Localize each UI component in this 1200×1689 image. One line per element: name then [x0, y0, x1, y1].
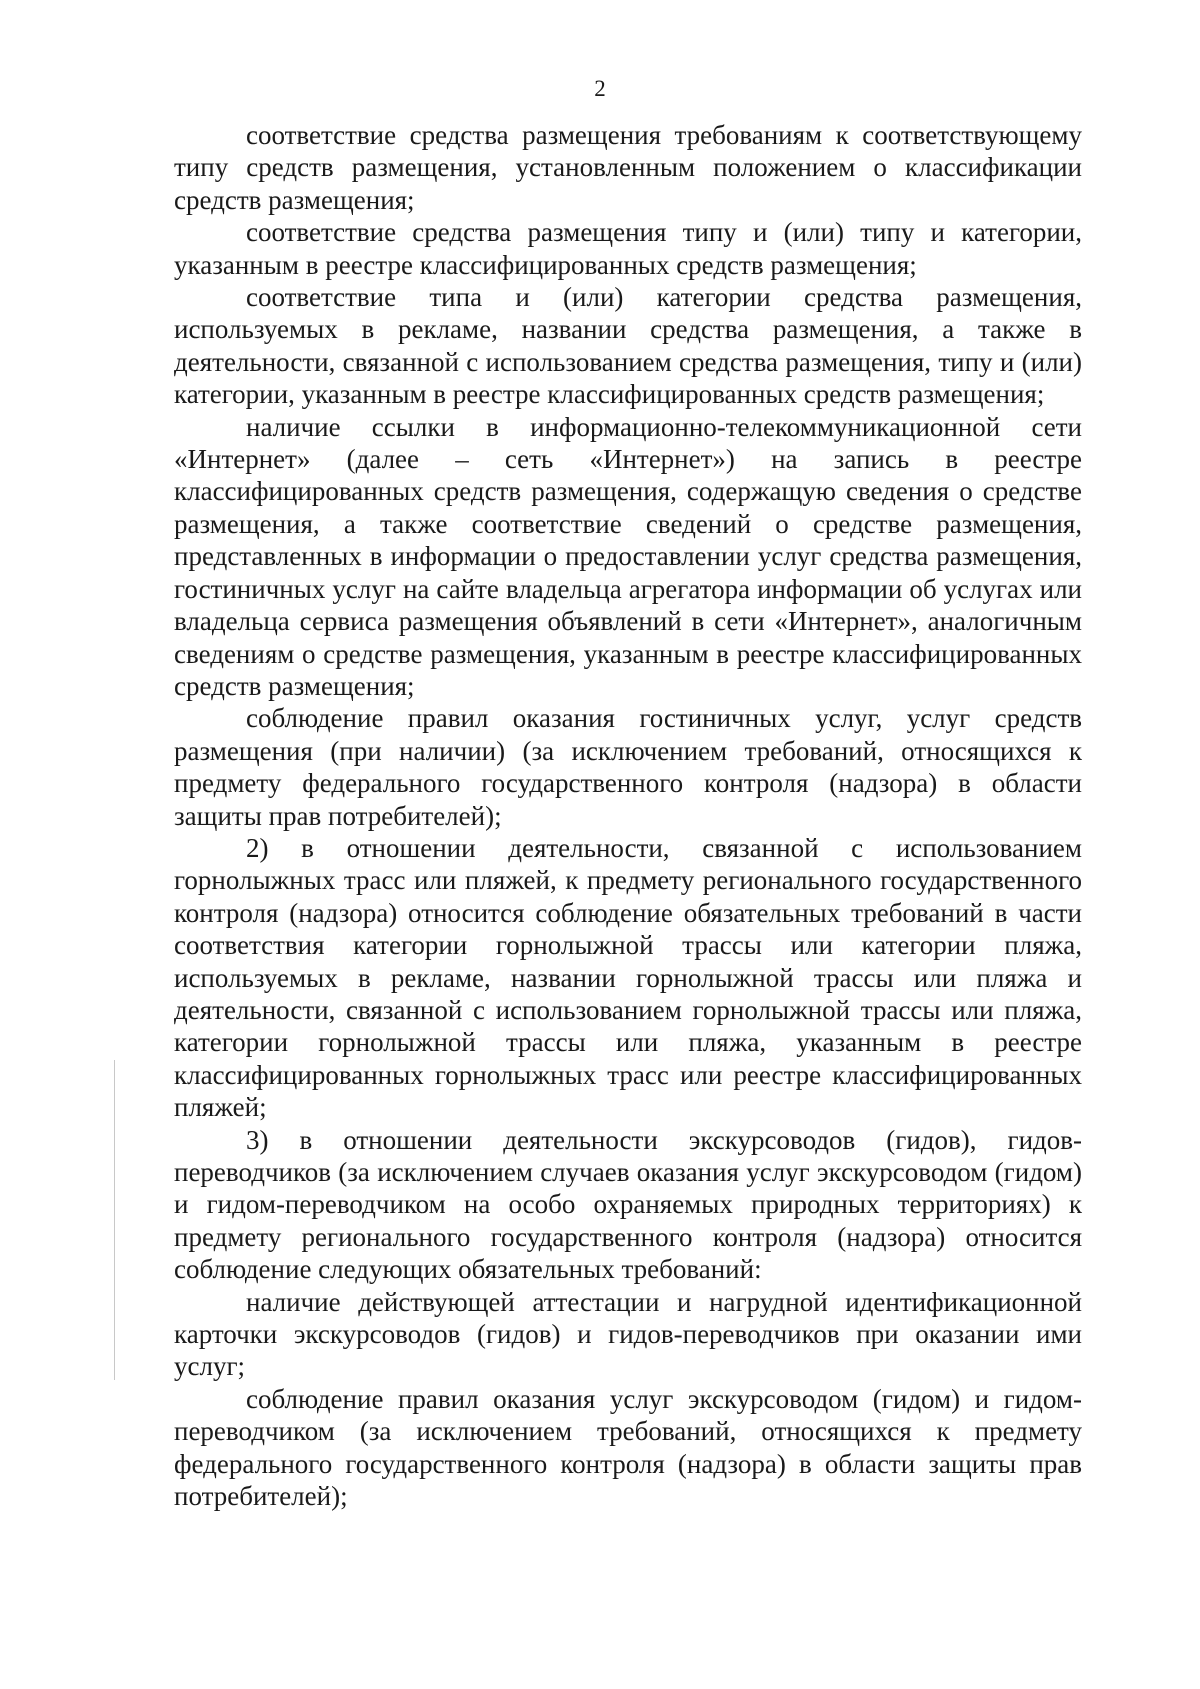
paragraph-guide-services-rules: соблюдение правил оказания услуг экскурсоводом (гидом) и гидом-переводчиком (за исключением требований, относящихся к предмету федерального государственного контроля (надзора) в области защиты прав потребителей);: [174, 1383, 1082, 1512]
paragraph-registry-type-compliance: соответствие средства размещения типу и (или) типу и категории, указанным в реестре классифицированных средств размещения;: [174, 217, 1082, 280]
page-number: 2: [594, 76, 606, 101]
paragraph-guides-interpreters: 3) в отношении деятельности экскурсоводов (гидов), гидов-переводчиков (за исключением случаев оказания услуг экскурсоводом (гидом) и гидом-переводчиком на особо охраняемых природных территориях) к предмету регионального государственного контроля (надзора) относится соблюдение следующих обязательных требований:: [174, 1124, 1082, 1285]
document-body: [174, 119, 1082, 1512]
paragraph-advertising-category-compliance: соответствие типа и (или) категории средства размещения, используемых в рекламе, названии средства размещения, а также в деятельности, связанной с использованием средства размещения, типу и (или) категории, указанным в реестре классифицированных средств размещения;: [174, 282, 1082, 410]
scan-edge-mark: [114, 1060, 115, 1380]
paragraph-internet-registry-link: наличие ссылки в информационно-телекоммуникационной сети «Интернет» (далее – сеть «Интернет») на запись в реестре классифицированных средств размещения, содержащую сведения о средстве размещения, а также соответствие сведений о средстве размещения, представленных в информации о предоставлении услуг средства размещения, гостиничных услуг на сайте владельца агрегатора информации об услугах или владельца сервиса размещения объявлений в сети «Интернет», аналогичным сведениям о средстве размещения, указанным в реестре классифицированных средств размещения;: [174, 411, 1082, 701]
paragraph-placement-type-compliance: соответствие средства размещения требованиям к соответствующему типу средств размещения, установленным положением о классификации средств размещения;: [174, 120, 1082, 215]
paragraph-ski-slopes-beaches: 2) в отношении деятельности, связанной с использованием горнолыжных трасс или пляжей, к предмету регионального государственного контроля (надзора) относится соблюдение обязательных требований в части соответствия категории горнолыжной трассы или категории пляжа, используемых в рекламе, названии горнолыжной трассы или пляжа и деятельности, связанной с использованием горнолыжной трассы или пляжа, категории горнолыжной трассы или пляжа, указанным в реестре классифицированных горнолыжных трасс или реестре классифицированных пляжей;: [174, 832, 1082, 1123]
paragraph-hotel-services-rules: соблюдение правил оказания гостиничных услуг, услуг средств размещения (при наличии) (за исключением требований, относящихся к предмету федерального государственного контроля (надзора) в области защиты прав потребителей);: [174, 703, 1082, 831]
paragraph-guide-certification: наличие действующей аттестации и нагрудной идентификационной карточки экскурсоводов (гидов) и гидов-переводчиков при оказании ими услуг;: [174, 1286, 1082, 1382]
